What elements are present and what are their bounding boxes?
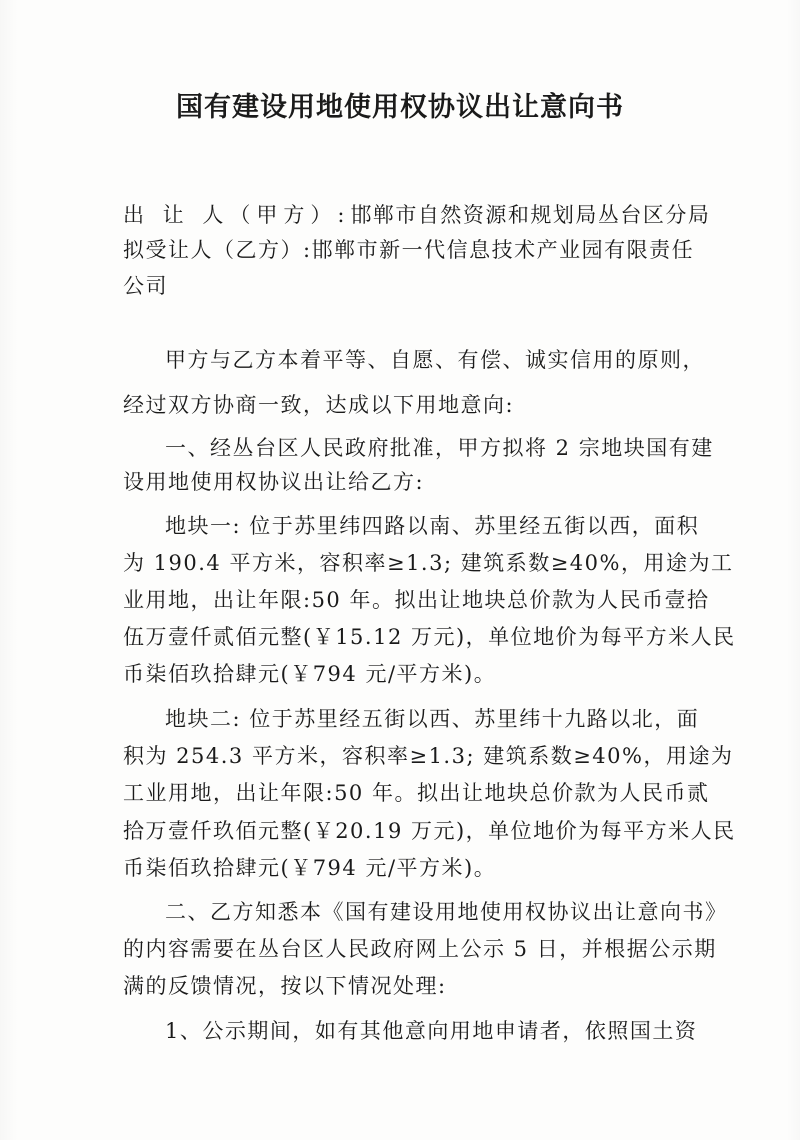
transferor-name: 邯郸市自然资源和规划局丛台区分局: [350, 203, 711, 227]
body-line: 地块二: 位于苏里经五街以西、苏里纬十九路以北，面: [165, 707, 700, 731]
transferor-label: 出 让 人（甲方）:: [123, 203, 351, 227]
body-line: 设用地使用权协议出让给乙方:: [123, 470, 425, 494]
transferee-label: 拟受让人（乙方）:: [123, 238, 312, 262]
body-line: 地块一: 位于苏里纬四路以南、苏里经五街以西，面积: [165, 514, 700, 538]
transferee-name-continued: 公司: [123, 274, 168, 298]
body-line: 满的反馈情况，按以下情况处理:: [123, 974, 447, 998]
body-line: 工业用地，出让年限:50 年。拟出让地块总价款为人民币贰: [123, 781, 710, 805]
body-line: 经过双方协商一致，达成以下用地意向:: [123, 393, 515, 417]
body-line: 业用地，出让年限:50 年。拟出让地块总价款为人民币壹拾: [123, 588, 710, 612]
body-line: 一、经丛台区人民政府批准，甲方拟将 2 宗地块国有建: [165, 436, 714, 460]
body-line: 币柒佰玖拾肆元(￥794 元/平方米)。: [123, 662, 497, 686]
body-line: 积为 254.3 平方米，容积率≥1.3; 建筑系数≥40%，用途为: [123, 744, 734, 768]
body-line: 为 190.4 平方米，容积率≥1.3; 建筑系数≥40%，用途为工: [123, 551, 734, 575]
body-line: 的内容需要在丛台区人民政府网上公示 5 日，并根据公示期: [123, 937, 717, 961]
body-line: 伍万壹仟贰佰元整(￥15.12 万元)，单位地价为每平方米人民: [123, 625, 736, 649]
transferor-line: [123, 197, 710, 233]
body-line: 甲方与乙方本着平等、自愿、有偿、诚实信用的原则，: [165, 348, 705, 372]
transferee-line: [123, 232, 694, 268]
body-line: 拾万壹仟玖佰元整(￥20.19 万元)，单位地价为每平方米人民: [123, 819, 736, 843]
body-line: 币柒佰玖拾肆元(￥794 元/平方米)。: [123, 856, 497, 880]
body-line: 1、公示期间，如有其他意向用地申请者，依照国土资: [165, 1019, 698, 1043]
document-title: 国有建设用地使用权协议出让意向书: [176, 92, 624, 123]
transferee-name: 邯郸市新一代信息技术产业园有限责任: [311, 238, 695, 262]
body-line: 二、乙方知悉本《国有建设用地使用权协议出让意向书》: [165, 900, 728, 924]
